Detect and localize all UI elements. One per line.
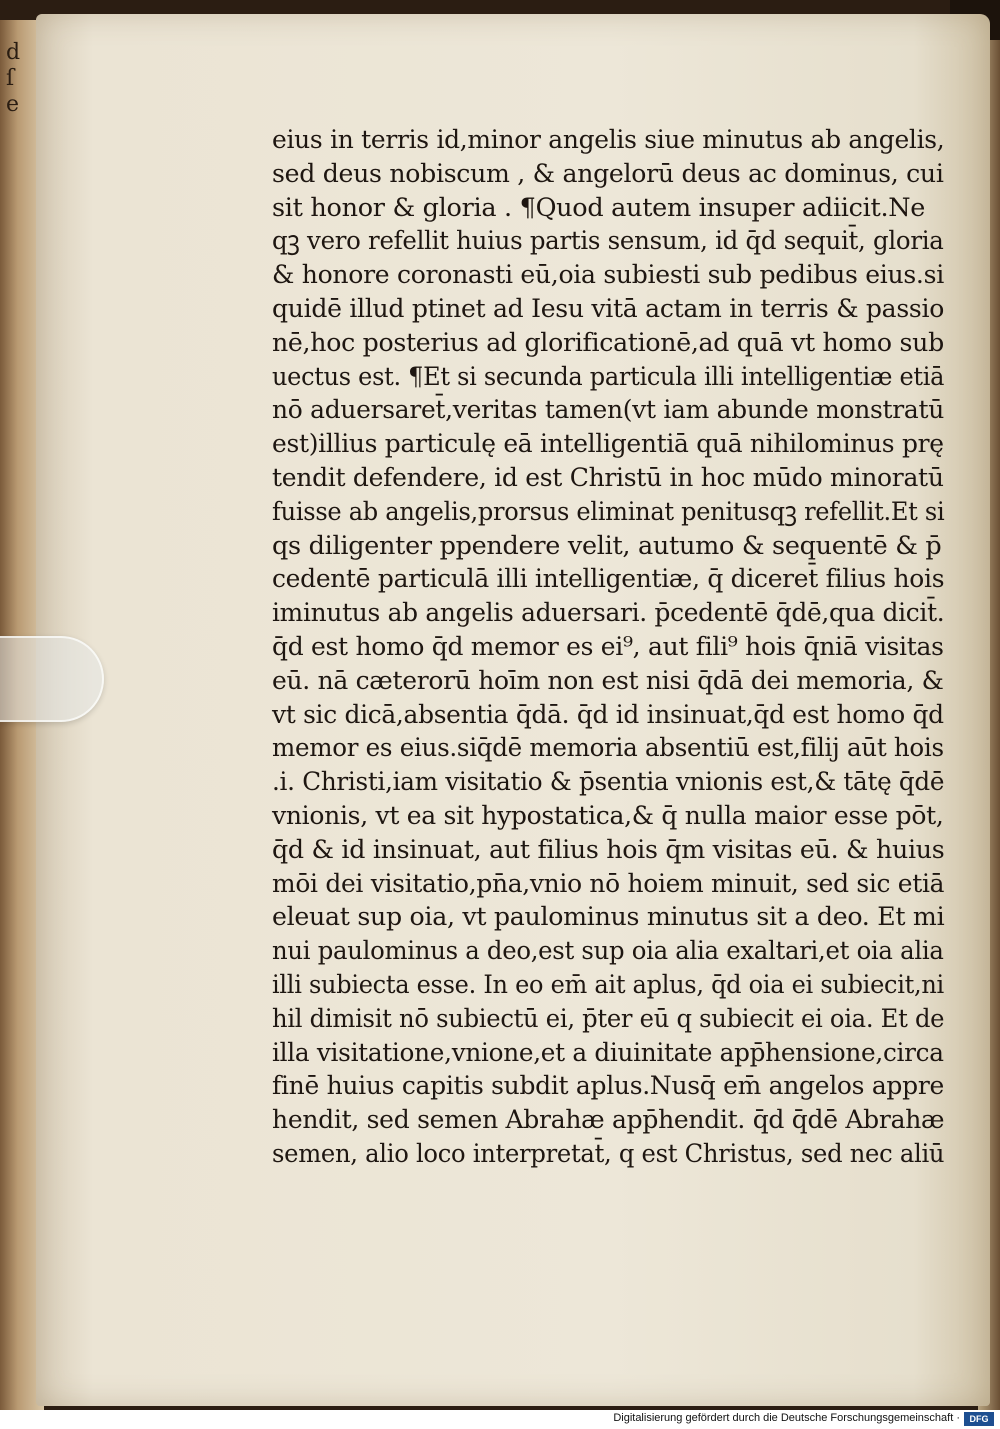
text-line: q̄d & id insinuat, aut filius hois q̄m visitas eū. & huius (272, 834, 945, 865)
margin-marks (6, 40, 34, 120)
text-line: illa visitatione,vnione,et a diuinitate app̄hensione,circa (272, 1037, 944, 1068)
text-line: nō aduersaret̄,veritas tamen(vt iam abunde monstratū (272, 395, 944, 426)
text-line: vt sic dicā,absentia q̄dā. q̄d id insinuat,q̄d est homo q̄d (272, 699, 944, 730)
text-line: cedentē particulā illi intelligentiæ, q̄ diceret̄ filius hois (272, 564, 945, 595)
text-line: qs diligenter ppendere velit, autumo & sequentē & p̄ (272, 530, 942, 561)
text-line: memor es eius.siq̄dē memoria absentiū est,filij aūt hois (272, 733, 944, 764)
margin-mark: e (6, 92, 20, 117)
text-line: est)illius particulę eā intelligentiā quā nihilominus prę (272, 429, 944, 460)
footer-bar (0, 1410, 1000, 1429)
text-line: fuisse ab angelis,prorsus eliminat penitusqꝫ refellit.Et si (272, 496, 945, 527)
text-line: qꝫ vero refellit huius partis sensum, id q̄d sequit̄, gloria (272, 226, 944, 257)
text-line: sit honor & gloria . ¶Quod autem insuper adiicit.Ne (272, 192, 926, 223)
text-line: nē,hoc posterius ad glorificationē,ad quā vt homo sub (272, 327, 944, 358)
margin-mark: d (6, 40, 21, 65)
margin-mark: ſ (6, 66, 15, 91)
footer-credit: Digitalisierung gefördert durch die Deutsche Forschungsgemeinschaft · (613, 1412, 960, 1424)
text-line: eū. nā cæterorū hoīm non est nisi q̄dā dei memoria, & (272, 665, 944, 696)
text-line: semen, alio loco interpretat̄, q est Christus, sed nec aliū (272, 1138, 945, 1169)
text-line: quidē illud ptinet ad Iesu vitā actam in terris & passio (272, 293, 945, 324)
text-line: hil dimisit nō subiectū ei, p̄ter eū q subiecit ei oia. Et de (272, 1003, 945, 1034)
text-line: vnionis, vt ea sit hypostatica,& q̄ nulla maior esse pōt, (272, 800, 944, 831)
text-line: q̄d est homo q̄d memor es ei⁹, aut fili⁹ hois q̄niā visitas (272, 631, 944, 662)
text-line: eleuat sup oia, vt paulominus minutus sit a deo. Et mi (272, 902, 945, 933)
bookmark-clip (0, 636, 104, 722)
text-line: .i. Christi,iam visitatio & p̄sentia vnionis est,& tātę q̄dē (272, 767, 945, 798)
text-line: eius in terris id,minor angelis siue minutus ab angelis, (272, 125, 945, 155)
text-line: finē huius capitis subdit aplus.Nusq̄ em̄ angelos appre (272, 1071, 944, 1102)
text-line: nui paulominus a deo,est sup oia alia exaltari,et oia alia (272, 936, 944, 967)
text-line: uectus est. ¶Et si secunda particula illi intelligentiæ etiā (272, 361, 945, 392)
text-line: & honore coronasti eū,oia subiesti sub pedibus eius.si (272, 260, 944, 291)
text-block (272, 124, 944, 1172)
text-line: sed deus nobiscum , & angelorū deus ac dominus, cui (272, 158, 944, 189)
dfg-logo: DFG (964, 1412, 994, 1426)
text-line: hendit, sed semen Abrahæ app̄hendit. q̄d q̄dē Abrahæ (272, 1105, 945, 1136)
text-line: illi subiecta esse. In eo em̄ ait aplus, q̄d oia ei subiecit,ni (272, 969, 944, 1000)
text-line: tendit defendere, id est Christū in hoc mūdo minoratū (272, 462, 944, 493)
text-line: iminutus ab angelis aduersari. p̄cedentē q̄dē,qua dicit̄. (272, 598, 945, 629)
text-line: mōi dei visitatio,pn̄a,vnio nō hoiem minuit, sed sic etiā (272, 868, 945, 899)
